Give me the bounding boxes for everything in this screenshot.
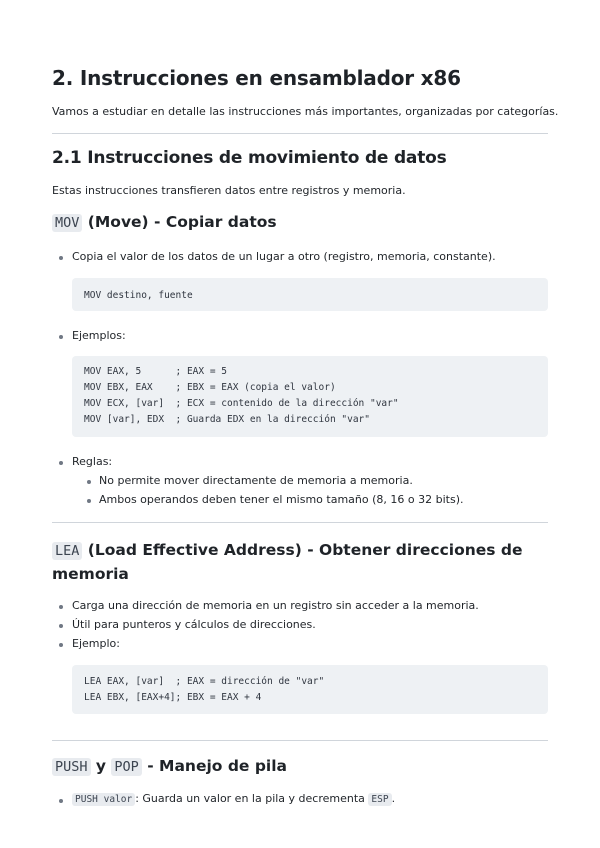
- code-line: MOV ECX, [var] ; ECX = contenido de la dirección "var": [84, 398, 399, 409]
- code-line: MOV [var], EDX ; Guarda EDX en la dirección "var": [84, 414, 370, 425]
- mov-rule-item: No permite mover directamente de memoria a memoria.: [99, 474, 413, 487]
- lea-code: LEA: [52, 542, 82, 560]
- code-line: LEA EAX, [var] ; EAX = dirección de "var": [84, 676, 325, 687]
- lea-examples-block: [72, 665, 548, 714]
- lea-bullet: Ejemplo:: [72, 637, 120, 650]
- divider: [52, 522, 548, 523]
- stack-joiner: y: [90, 757, 112, 775]
- code-line: MOV destino, fuente: [84, 290, 193, 301]
- bullet-dot: [59, 799, 63, 803]
- section-title: 2. Instrucciones en ensamblador x86: [52, 66, 461, 90]
- push-valor-code: PUSH valor: [72, 793, 135, 806]
- mov-bullet-examples: Ejemplos:: [72, 329, 126, 342]
- esp-code: ESP: [368, 793, 391, 806]
- code-line: MOV EAX, 5 ; EAX = 5: [84, 366, 227, 377]
- lea-bullet: Útil para punteros y cálculos de direcciones.: [72, 618, 316, 631]
- pop-code: POP: [111, 758, 141, 776]
- code-line: MOV EBX, EAX ; EBX = EAX (copia el valor): [84, 382, 336, 393]
- push-bullet-text: : Guarda un valor en la pila y decrementa: [135, 792, 369, 805]
- bullet-dot: [59, 624, 63, 628]
- divider: [52, 740, 548, 741]
- mov-heading: [52, 211, 277, 235]
- bullet-dot: [59, 256, 63, 260]
- mov-heading-text: (Move) - Copiar datos: [82, 213, 277, 231]
- mov-syntax-block: [72, 278, 548, 311]
- stack-heading: [52, 755, 287, 779]
- section-divider: [52, 133, 548, 134]
- push-code: PUSH: [52, 758, 91, 776]
- lea-heading-text: (Load Effective Address) - Obtener direcciones de memoria: [52, 541, 523, 583]
- subsection-title: 2.1 Instrucciones de movimiento de datos: [52, 148, 447, 168]
- mov-bullet-rules: Reglas:: [72, 455, 113, 468]
- lea-heading: [52, 539, 548, 586]
- code-line: LEA EBX, [EAX+4]; EBX = EAX + 4: [84, 692, 262, 703]
- bullet-dot: [59, 605, 63, 609]
- push-bullet-end: .: [391, 792, 396, 805]
- subsection-intro: Estas instrucciones transfieren datos entre registros y memoria.: [52, 184, 406, 197]
- mov-bullet-copy: Copia el valor de los datos de un lugar a otro (registro, memoria, constante).: [72, 250, 496, 263]
- stack-heading-text: - Manejo de pila: [141, 757, 288, 775]
- bullet-dot: [87, 480, 91, 484]
- section-intro: Vamos a estudiar en detalle las instrucciones más importantes, organizadas por categorías.: [52, 105, 559, 118]
- bullet-dot: [59, 461, 63, 465]
- mov-code: MOV: [52, 214, 82, 232]
- mov-rule-item: Ambos operandos deben tener el mismo tamaño (8, 16 o 32 bits).: [99, 493, 464, 506]
- lea-bullet: Carga una dirección de memoria en un registro sin acceder a la memoria.: [72, 599, 479, 612]
- mov-examples-block: [72, 356, 548, 437]
- bullet-dot: [59, 643, 63, 647]
- bullet-dot: [59, 335, 63, 339]
- bullet-dot: [87, 499, 91, 503]
- push-bullet: [72, 792, 395, 805]
